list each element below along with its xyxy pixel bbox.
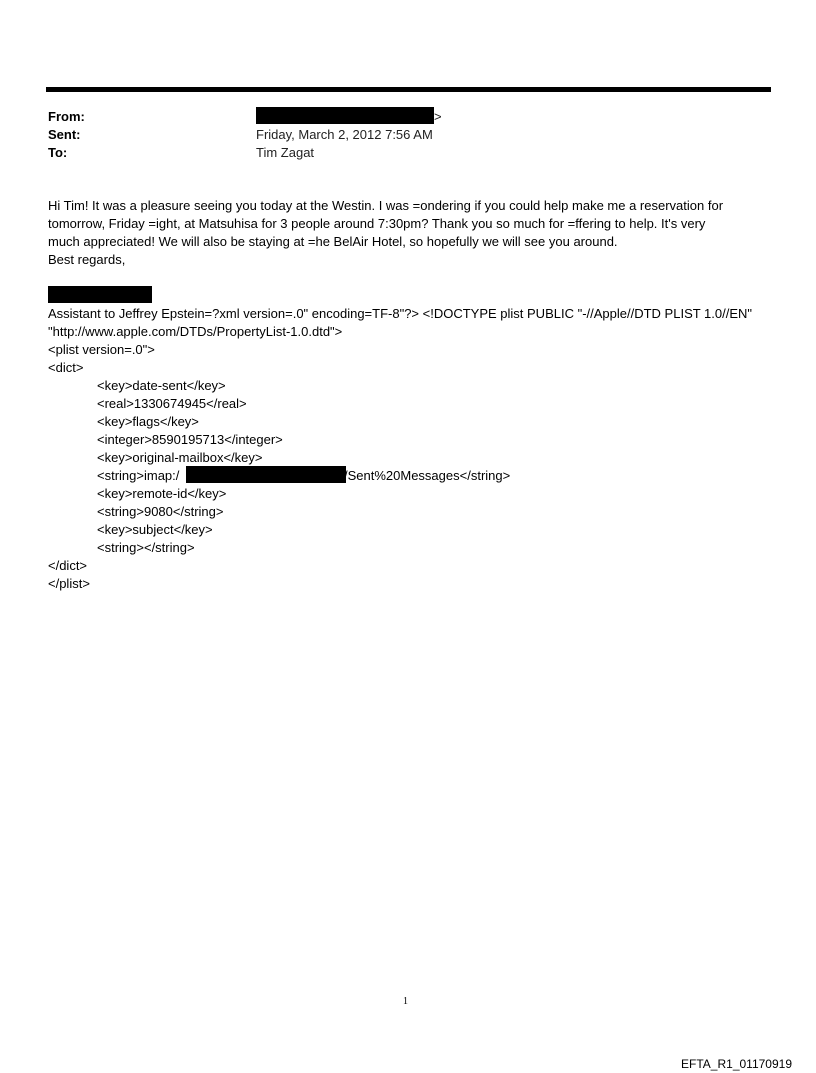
- document-id: EFTA_R1_01170919: [681, 1057, 792, 1071]
- message-line: Hi Tim! It was a pleasure seeing you today at the Westin. I was =ondering if you could help make me a reservation for: [48, 198, 724, 213]
- plist-entry: <string></string>: [97, 540, 195, 555]
- message-signoff: Best regards,: [48, 252, 126, 267]
- imap-suffix: /Sent%20Messages</string>: [344, 468, 511, 483]
- sent-label: Sent:: [48, 127, 81, 142]
- plist-entry: <key>date-sent</key>: [97, 378, 226, 393]
- plist-entry: <key>remote-id</key>: [97, 486, 227, 501]
- plist-entry: <key>subject</key>: [97, 522, 213, 537]
- plist-line: Assistant to Jeffrey Epstein=?xml version=.0" encoding=TF-8"?> <!DOCTYPE plist PUBLIC "-//Apple//DTD PLIST 1.0//EN": [48, 306, 753, 321]
- header-rule: [46, 87, 771, 92]
- plist-close-tag: </plist>: [48, 576, 90, 591]
- plist-entry: <key>original-mailbox</key>: [97, 450, 263, 465]
- plist-open-tag: <plist version=.0">: [48, 342, 155, 357]
- dict-open-tag: <dict>: [48, 360, 84, 375]
- dict-close-tag: </dict>: [48, 558, 88, 573]
- message-line: tomorrow, Friday =ight, at Matsuhisa for 3 people around 7:30pm? Thank you so much for =ffering to help. It's very: [48, 216, 706, 231]
- to-label: To:: [48, 145, 68, 160]
- plist-entry: <integer>8590195713</integer>: [97, 432, 283, 447]
- from-redaction: [256, 107, 434, 124]
- to-value: Tim Zagat: [256, 145, 315, 160]
- plist-line: "http://www.apple.com/DTDs/PropertyList-1.0.dtd">: [48, 324, 343, 339]
- plist-entry: <real>1330674945</real>: [97, 396, 247, 411]
- message-line: much appreciated! We will also be staying at =he BelAir Hotel, so hopefully we will see you around.: [48, 234, 618, 249]
- mailbox-redaction: [186, 466, 346, 483]
- plist-entry: <string>9080</string>: [97, 504, 224, 519]
- page-number: 1: [403, 996, 408, 1007]
- imap-prefix: <string>imap:/: [97, 468, 180, 483]
- sent-value: Friday, March 2, 2012 7:56 AM: [256, 127, 433, 142]
- from-label: From:: [48, 109, 85, 124]
- from-suffix: >: [434, 109, 442, 124]
- plist-entry: <key>flags</key>: [97, 414, 199, 429]
- signature-redaction: [48, 286, 152, 303]
